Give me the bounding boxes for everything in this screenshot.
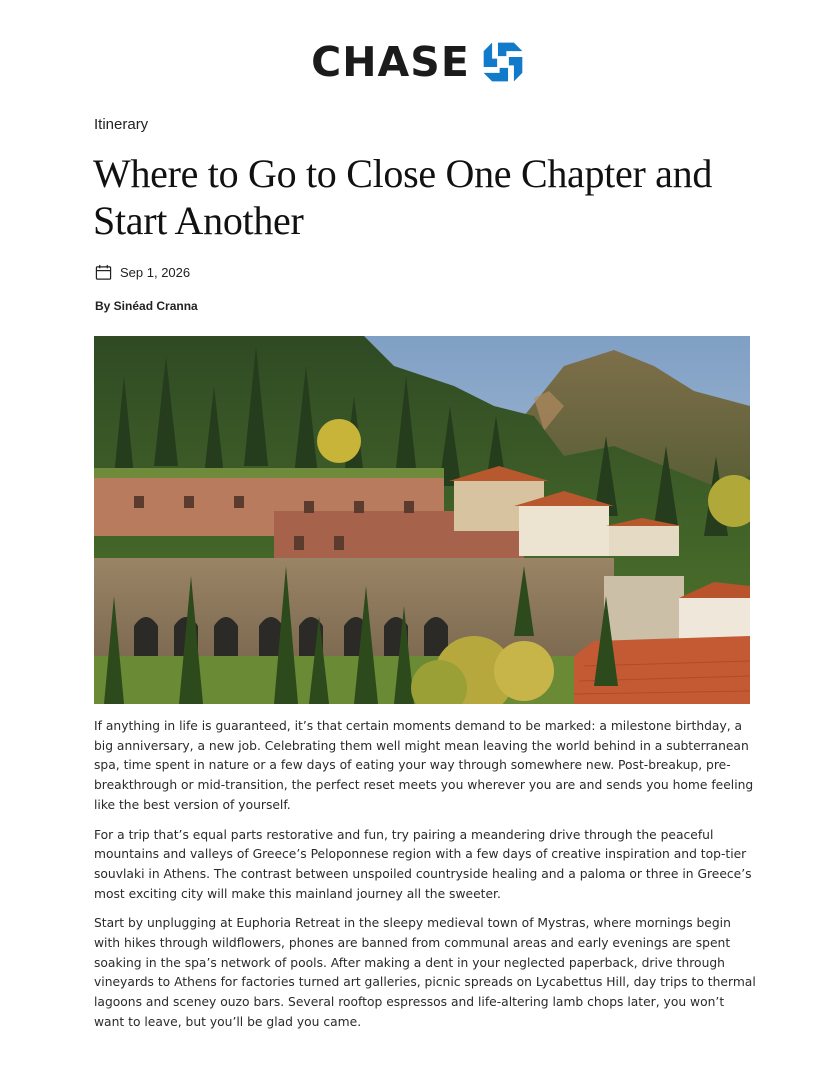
article-category[interactable]: Itinerary — [94, 116, 149, 133]
hero-photo — [94, 336, 750, 704]
article-paragraph: Start by unplugging at Euphoria Retreat in the sleepy medieval town of Mystras, where mornings begin with hikes through wildflowers, phones are banned from communal areas and early evenings are spent soaking in the spa’s network of pools. After making a dent in your neglected paperback, drive through vineyards to Athens for factories turned art galleries, picnic spreads on Lycabettus Hill, day trips to thermal lagoons and sceney ouzo bars. Several rooftop espressos and life-altering lamb chops later, you won’t want to leave, but you’ll be glad you came. — [94, 916, 756, 1029]
brand-logo-text[interactable]: CHASE — [311, 37, 470, 86]
article-paragraph: For a trip that’s equal parts restorative and fun, try pairing a meandering drive through the peaceful mountains and valleys of Greece’s Peloponnese region with a few days of creative inspiration and top-tier souvlaki in Athens. The contrast between unspoiled countryside healing and a paloma or three in Greece’s most exciting city will make this mainland journey all the sweeter. — [94, 827, 752, 901]
article-byline[interactable]: By Sinéad Cranna — [95, 299, 198, 313]
site-header — [0, 38, 835, 86]
article-title: Where to Go to Close One Chapter and Start Another — [93, 151, 713, 243]
article-paragraph: If anything in life is guaranteed, it’s that certain moments demand to be marked: a milestone birthday, a big anniversary, a new job. Celebrating them well might mean leaving the world behind in a subterranean spa, time spent in nature or a few days of eating your way through somewhere new. Post-breakup, pre-breakthrough or mid-transition, the perfect reset meets you wherever you are and sends you home feeling like the best version of yourself. — [94, 719, 754, 812]
article-date: Sep 1, 2026 — [120, 265, 191, 280]
calendar-icon — [95, 264, 112, 281]
chase-octagon-logo-icon[interactable] — [482, 41, 524, 83]
article-body — [94, 717, 756, 1043]
article-date-row — [95, 264, 190, 281]
